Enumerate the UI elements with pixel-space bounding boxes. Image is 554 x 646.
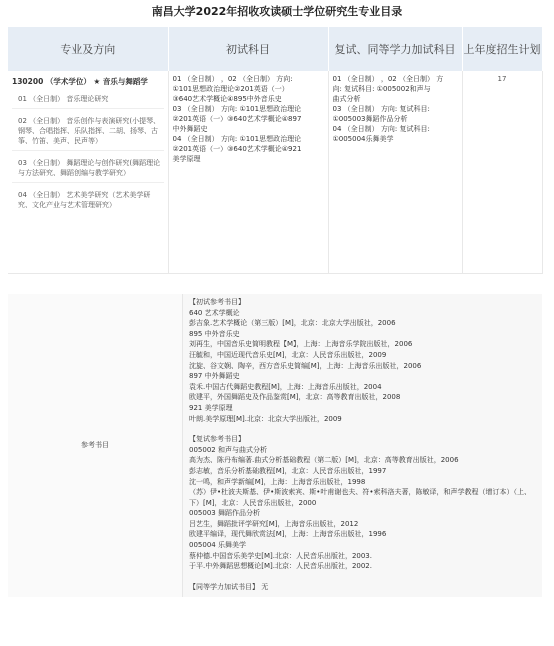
header-exam-subjects: 初试科目 [168,27,328,71]
catalog-table [8,27,543,274]
exam-line: ②201英语（一）③640艺术学概论④897 [172,115,302,123]
retest-line: 曲式分析 [332,95,361,103]
ref-line: 刘再生，中国音乐史简明教程【M】，上海：上海音乐学院出版社，2006 [189,340,413,349]
header-last-year-plan: 上年度招生计划 [462,27,542,71]
exam-line: 美学原理 [172,155,201,163]
ref-line: 袁禾.中国古代舞蹈史教程[M]，上海：上海音乐出版社，2004 [189,382,382,391]
retest-line: 03 （全日制） 方向: 复试科目: [332,105,430,113]
ref-line: 沈一鸣，和声学新编[M]，上海：上海音乐出版社，1998 [189,477,366,486]
exam-line: ②201英语（一）③640艺术学概论④921 [172,145,302,153]
retest-line: 向: 复试科目: ①005002和声与 [332,85,431,93]
retest-line: 01 （全日制） ，02 （全日制） 方 [332,75,444,83]
reference-list [183,294,543,597]
ref-line: 高为杰、陈丹布编著.曲式分析基础教程（第二版）[M]，北京：高等教育出版社，2006 [189,456,459,465]
plan-cell: 17 [462,71,542,274]
reference-label: 参考书目 [8,294,183,597]
ref-line: 895 中外音乐史 [189,329,240,338]
ref-line: 彭志敏，音乐分析基础教程[M]，北京：人民音乐出版社，1997 [189,466,387,475]
exam-line: ③640艺术学概论④895中外音乐史 [172,95,282,103]
ref-line: 欧建平编译，现代舞欣赏法[M]，上海：上海音乐出版社，1996 [189,530,387,539]
ref-line: 【初试参考书目】 [189,298,245,306]
exam-line: 03 （全日制） 方向: ①101思想政治理论 [172,105,302,113]
ref-line: 叶朗.美学原理[M].北京：北京大学出版社，2009 [189,414,342,423]
table-row [8,294,542,597]
exam-line: ①101思想政治理论②201英语（一） [172,85,289,93]
page-title: 南昌大学2022年招收攻读硕士学位研究生专业目录 [151,5,403,18]
major-cell [8,71,168,274]
direction-item: 03 （全日制） 舞蹈理论与创作研究(舞蹈理论与方法研究、舞蹈创编与教学研究） [12,156,164,183]
direction-item: 01 （全日制） 音乐理论研究 [12,92,164,109]
retest-subjects-cell [328,71,462,274]
exam-subjects-cell [168,71,328,274]
major-title: 130200 （学术学位） ★ 音乐与舞蹈学 [12,77,148,86]
ref-line: 640 艺术学概论 [189,308,240,317]
retest-line: ①005003舞蹈作品分析 [332,115,408,123]
retest-line: 04 （全日制） 方向: 复试科目: [332,125,430,133]
ref-line: 【复试参考书目】 [189,435,245,444]
ref-line: 于平.中外舞蹈思想概论[M].北京：人民音乐出版社，2002. [189,562,372,571]
reference-table [8,294,542,597]
direction-item: 04 （全日制） 艺术美学研究（艺术美学研究、文化产业与艺术管理研究） [18,191,151,209]
ref-line: 蔡仲德.中国音乐美学史[M].北京：人民音乐出版社，2003. [189,551,372,560]
direction-item: 02 （全日制） 音乐创作与表演研究(小提琴、钢琴、合唱指挥、乐队指挥、二胡、扬琴、古筝、竹笛、美声、民声等） [12,114,164,151]
ref-line: 921 美学原理 [189,403,233,412]
retest-line: ①005004乐舞美学 [332,135,394,143]
header-retest-subjects: 复试、同等学力加试科目 [328,27,462,71]
header-major: 专业及方向 [8,27,168,71]
ref-line: 005002 和声与曲式分析 [189,445,267,454]
ref-line: 汪毓和，中国近现代音乐史[M]，北京：人民音乐出版社，2009 [189,350,387,359]
ref-line: 897 中外舞蹈史 [189,372,240,381]
ref-line: 欧建平，外国舞蹈史及作品鉴赏[M]，北京：高等教育出版社，2008 [189,393,401,402]
exam-line: 中外舞蹈史 [172,125,208,133]
ref-line: 【同等学力加试书目】 无 [189,582,269,591]
ref-line: 005003 舞蹈作品分析 [189,509,260,518]
ref-line: 沈旋、谷文娴、陶辛，西方音乐史简编[M]，上海：上海音乐出版社，2006 [189,361,422,370]
table-row [8,71,542,274]
ref-line: 吕艺生，舞蹈批评学研究[M]，上海音乐出版社，2012 [189,519,359,528]
ref-line: 005004 乐舞美学 [189,541,246,550]
ref-line: （苏）伊•杜波夫斯基、伊•斯波索宾、斯•叶甫谢也夫、符•索科洛夫著，陈敏译，和声学教程（增订本）（上、下）[M]，北京：人民音乐出版社，2000 [189,488,532,507]
table-header-row [8,27,542,71]
exam-line: 04 （全日制） 方向: ①101思想政治理论 [172,135,302,143]
ref-line: 彭吉象.艺术学概论（第三版）[M]，北京：北京大学出版社，2006 [189,319,396,328]
exam-line: 01 （全日制） ，02 （全日制） 方向: [172,75,293,83]
